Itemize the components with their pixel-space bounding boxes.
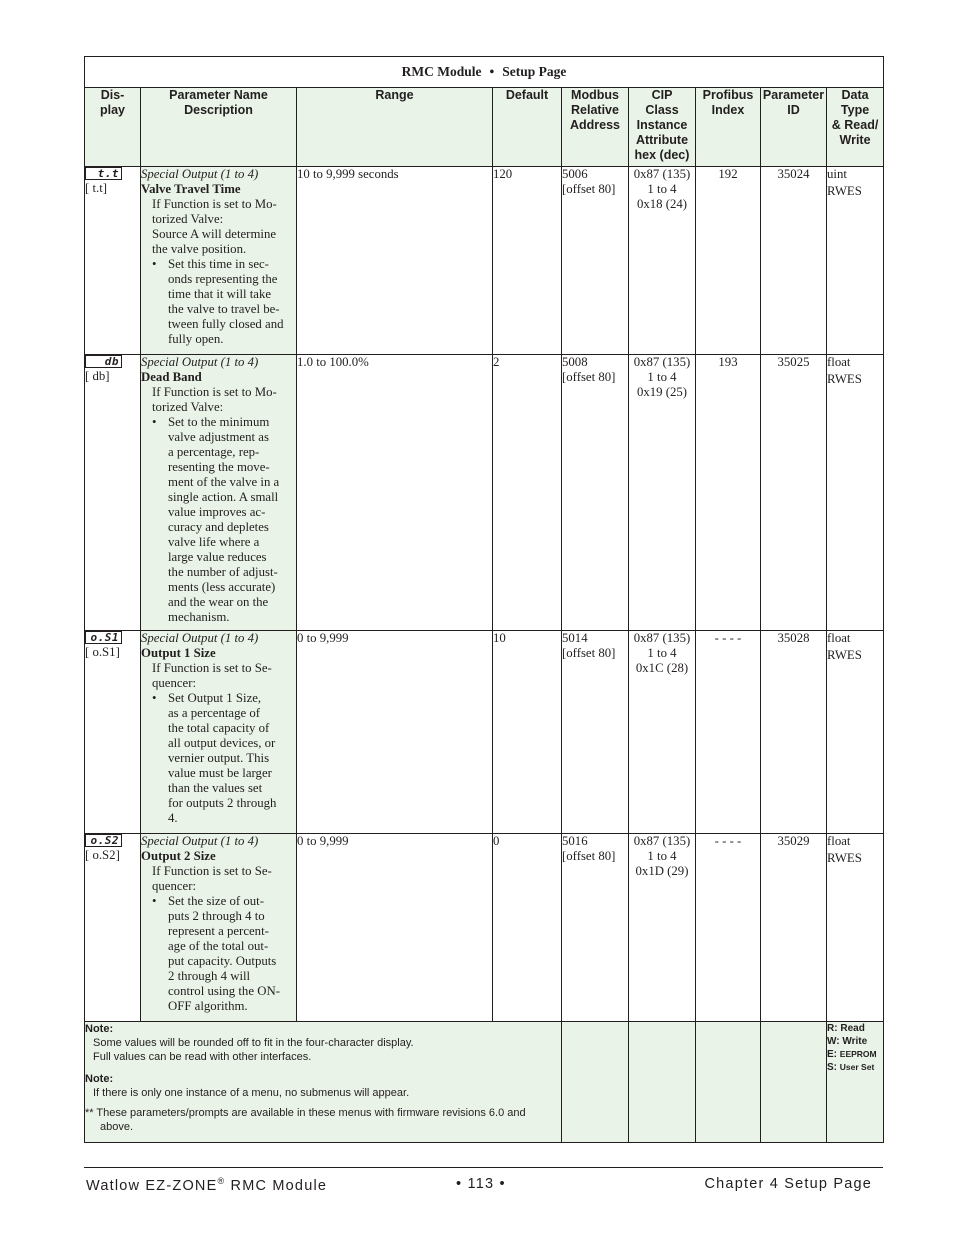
header-display [85, 88, 141, 167]
default-cell: 0 [493, 834, 562, 1022]
bullet-line: tween fully closed and [168, 317, 284, 331]
legend-user-set [827, 1061, 883, 1074]
legend-read [827, 1022, 883, 1035]
bullet-line: valve life where a [168, 535, 260, 549]
parameter-description [141, 834, 297, 1022]
parameter-name: Output 1 Size [141, 646, 216, 660]
header-text: Write [839, 133, 871, 147]
cip-line: 0x87 (135) [633, 167, 691, 181]
legend-key: R: [827, 1023, 838, 1034]
bullet-line: ments (less accurate) [168, 580, 276, 594]
bullet-line: Set the size of out- [168, 894, 264, 908]
header-parameter-name [141, 88, 297, 167]
bullet-line: age of the total out- [168, 939, 269, 953]
cip-line: 0x18 (24) [636, 197, 688, 211]
bullet-line: Set to the minimum [168, 415, 270, 429]
footer-brand: Watlow EZ-ZONE [86, 1177, 218, 1194]
bullet-line: 4. [168, 811, 178, 825]
bullet-line: curacy and depletes [168, 520, 269, 534]
parameter-name: Valve Travel Time [141, 182, 241, 196]
header-text: Instance [636, 118, 688, 132]
range-cell: 10 to 9,999 seconds [297, 167, 493, 355]
modbus-cell [562, 355, 629, 631]
cip-line: 0x87 (135) [633, 834, 691, 848]
header-text: Data [841, 88, 869, 102]
legend-value: Read [840, 1023, 865, 1034]
header-text: Class [645, 103, 679, 117]
default-cell: 2 [493, 355, 562, 631]
cip-cell [629, 631, 696, 834]
modbus-line: [offset 80] [562, 370, 616, 384]
header-text: Description [184, 103, 253, 117]
bullet-line: fully open. [168, 332, 224, 346]
header-modbus [562, 88, 629, 167]
description-line: If Function is set to Se- [152, 864, 272, 878]
cip-cell [629, 355, 696, 631]
parameter-category: Special Output (1 to 4) [141, 631, 259, 645]
legend-write [827, 1035, 883, 1048]
bullet-line: put capacity. Outputs [168, 954, 277, 968]
bullet-line: value must be larger [168, 766, 272, 780]
bullet-line: a percentage, rep- [168, 445, 260, 459]
header-range [297, 88, 493, 167]
bullet-line: value improves ac- [168, 505, 266, 519]
bullet-item [141, 257, 296, 347]
modbus-cell [562, 834, 629, 1022]
note-title: Note: [85, 1073, 114, 1085]
description-bullets [141, 415, 296, 625]
bullet-line: Set this time in sec- [168, 257, 269, 271]
bullet-line: large value reduces [168, 550, 267, 564]
title-module: RMC Module [401, 64, 482, 79]
bullet-line: ment of the valve in a [168, 475, 280, 489]
header-text: Index [711, 103, 745, 117]
bullet-line: onds representing the [168, 272, 278, 286]
bullet-line: the number of adjust- [168, 565, 278, 579]
modbus-cell [562, 631, 629, 834]
parameter-id-cell: 35025 [761, 355, 827, 631]
header-text: Parameter [762, 88, 825, 102]
parameter-category: Special Output (1 to 4) [141, 167, 259, 181]
notes-empty-cell [696, 1022, 761, 1143]
header-text: ID [787, 103, 800, 117]
bullet-line: resenting the move- [168, 460, 270, 474]
notes-empty-cell [562, 1022, 629, 1143]
bullet-item [141, 894, 296, 1014]
bullet-dot: • [152, 894, 157, 908]
bullet-line: Set Output 1 Size, [168, 691, 262, 705]
header-cip [629, 88, 696, 167]
bullet-dot: • [152, 691, 157, 705]
bullet-line: valve adjustment as [168, 430, 269, 444]
modbus-line: 5014 [562, 631, 588, 645]
cip-line: 0x1C (28) [635, 661, 689, 675]
header-text: Default [505, 88, 549, 102]
display-cell [85, 834, 141, 1022]
table-row [85, 631, 884, 834]
cip-line: 1 to 4 [647, 849, 677, 863]
note-text: If there is only one instance of a menu, no submenus will appear. [93, 1087, 410, 1099]
header-default [493, 88, 562, 167]
description-line: torized Valve: [152, 212, 224, 226]
description-line: If Function is set to Mo- [152, 385, 277, 399]
cip-line: 1 to 4 [647, 182, 677, 196]
lcd-prompt-text: [ t.t] [85, 181, 108, 195]
range-cell: 1.0 to 100.0% [297, 355, 493, 631]
display-cell [85, 355, 141, 631]
data-type-line: RWES [827, 184, 862, 198]
description-line: quencer: [152, 676, 197, 690]
notes-cell [85, 1022, 562, 1143]
data-type-line: float [827, 355, 851, 369]
header-text: Attribute [635, 133, 689, 147]
description-bullets [141, 894, 296, 1014]
parameter-name: Output 2 Size [141, 849, 216, 863]
profibus-cell: 192 [696, 167, 761, 355]
bullet-line: 2 through 4 will [168, 969, 251, 983]
bullet-line: mechanism. [168, 610, 230, 624]
parameter-category: Special Output (1 to 4) [141, 355, 259, 369]
legend-key: E: [827, 1049, 837, 1060]
modbus-line: [offset 80] [562, 182, 616, 196]
registered-mark: ® [217, 1176, 226, 1186]
parameter-description [141, 355, 297, 631]
legend-key: S: [827, 1062, 837, 1073]
modbus-line: [offset 80] [562, 849, 616, 863]
cip-line: 0x1D (29) [635, 864, 689, 878]
note-text: ** These parameters/prompts are available in these menus with firmware revisions 6.0 and [85, 1107, 526, 1119]
header-data-type [827, 88, 884, 167]
bullet-line: represent a percent- [168, 924, 269, 938]
description-line: Source A will determine [152, 227, 277, 241]
bullet-line: the total capacity of [168, 721, 270, 735]
lcd-prompt-text: [ db] [85, 369, 110, 383]
description-bullets [141, 691, 296, 826]
description-line: If Function is set to Se- [152, 661, 272, 675]
title-bullet: • [489, 64, 495, 79]
description-line: torized Valve: [152, 400, 224, 414]
legend-key: W: [827, 1036, 840, 1047]
description-line: quencer: [152, 879, 197, 893]
note-text: above. [100, 1121, 134, 1133]
legend-value: Write [842, 1036, 868, 1047]
setup-parameter-table [84, 56, 884, 1143]
parameter-id-cell: 35029 [761, 834, 827, 1022]
bullet-line: for outputs 2 through [168, 796, 277, 810]
header-text: Range [375, 88, 414, 102]
table-title-row [85, 57, 884, 88]
data-type-cell [827, 355, 884, 631]
firmware-note [85, 1106, 561, 1134]
header-text: hex (dec) [634, 148, 690, 162]
notes-row [85, 1022, 884, 1143]
bullet-dot: • [152, 257, 157, 271]
access-legend [827, 1022, 884, 1143]
parameter-name: Dead Band [141, 370, 202, 384]
data-type-line: RWES [827, 372, 862, 386]
bullet-line: vernier output. This [168, 751, 270, 765]
data-type-cell [827, 834, 884, 1022]
legend-value: User Set [839, 1062, 875, 1072]
parameter-id-cell: 35024 [761, 167, 827, 355]
header-text: Modbus [571, 88, 619, 102]
table-title [85, 57, 884, 88]
bullet-line: single action. A small [168, 490, 279, 504]
header-text: Profibus [702, 88, 754, 102]
header-row [85, 88, 884, 167]
page-number: • 113 • [456, 1176, 506, 1192]
modbus-line: 5006 [562, 167, 588, 181]
footer-chapter: Chapter 4 Setup Page [704, 1176, 872, 1192]
lcd-prompt: t.t [85, 167, 122, 180]
parameter-description [141, 167, 297, 355]
modbus-line: 5008 [562, 355, 588, 369]
profibus-cell: 193 [696, 355, 761, 631]
range-cell: 0 to 9,999 [297, 834, 493, 1022]
parameter-category: Special Output (1 to 4) [141, 834, 259, 848]
parameter-id-cell: 35028 [761, 631, 827, 834]
lcd-prompt: db [85, 355, 122, 368]
footer-divider [84, 1167, 883, 1168]
bullet-line: time that it will take [168, 287, 272, 301]
header-text: & Read/ [831, 118, 879, 132]
header-text: CIP [651, 88, 673, 102]
data-type-line: uint [827, 167, 847, 181]
note-text: Full values can be read with other interfaces. [93, 1051, 312, 1063]
display-cell [85, 631, 141, 834]
modbus-cell [562, 167, 629, 355]
modbus-line: [offset 80] [562, 646, 616, 660]
title-page: Setup Page [502, 64, 567, 79]
lcd-prompt: o.S2 [85, 834, 122, 847]
range-cell: 0 to 9,999 [297, 631, 493, 834]
notes-empty-cell [629, 1022, 696, 1143]
note-title: Note: [85, 1023, 114, 1035]
table-row [85, 167, 884, 355]
note-text: Some values will be rounded off to fit in the four-character display. [93, 1037, 414, 1049]
data-type-line: float [827, 834, 851, 848]
header-text: Relative [571, 103, 619, 117]
lcd-prompt-text: [ o.S1] [85, 645, 120, 659]
table-row [85, 834, 884, 1022]
table-row [85, 355, 884, 631]
notes-empty-cell [761, 1022, 827, 1143]
profibus-cell: - - - - [696, 834, 761, 1022]
default-cell: 120 [493, 167, 562, 355]
data-type-line: RWES [827, 851, 862, 865]
lcd-prompt-text: [ o.S2] [85, 848, 120, 862]
bullet-line: control using the ON- [168, 984, 280, 998]
cip-line: 1 to 4 [647, 370, 677, 384]
footer-product-name: RMC Module [225, 1177, 328, 1194]
legend-eeprom [827, 1048, 883, 1061]
cip-line: 1 to 4 [647, 646, 677, 660]
bullet-item [141, 415, 296, 625]
header-parameter-id [761, 88, 827, 167]
data-type-line: RWES [827, 648, 862, 662]
header-text: Parameter Name [169, 88, 268, 102]
profibus-cell: - - - - [696, 631, 761, 834]
bullet-line: than the values set [168, 781, 263, 795]
cip-line: 0x19 (25) [636, 385, 688, 399]
data-type-cell [827, 631, 884, 834]
bullet-line: the valve to travel be- [168, 302, 280, 316]
lcd-prompt: o.S1 [85, 631, 122, 644]
bullet-line: OFF algorithm. [168, 999, 248, 1013]
cip-line: 0x87 (135) [633, 631, 691, 645]
modbus-line: 5016 [562, 834, 588, 848]
cip-cell [629, 167, 696, 355]
description-bullets [141, 257, 296, 347]
parameter-description [141, 631, 297, 834]
data-type-line: float [827, 631, 851, 645]
bullet-item [141, 691, 296, 826]
bullet-dot: • [152, 415, 157, 429]
default-cell: 10 [493, 631, 562, 834]
bullet-line: puts 2 through 4 to [168, 909, 265, 923]
description-line: the valve position. [152, 242, 247, 256]
display-cell [85, 167, 141, 355]
header-profibus [696, 88, 761, 167]
cip-cell [629, 834, 696, 1022]
cip-line: 0x87 (135) [633, 355, 691, 369]
header-text: Dis- [100, 88, 125, 102]
data-type-cell [827, 167, 884, 355]
footer-product [86, 1176, 327, 1194]
header-text: Address [569, 118, 621, 132]
description-line: If Function is set to Mo- [152, 197, 277, 211]
legend-value: EEPROM [839, 1049, 877, 1059]
header-text: Type [840, 103, 870, 117]
bullet-line: and the wear on the [168, 595, 269, 609]
bullet-line: all output devices, or [168, 736, 276, 750]
bullet-line: as a percentage of [168, 706, 261, 720]
header-text: play [99, 103, 125, 117]
